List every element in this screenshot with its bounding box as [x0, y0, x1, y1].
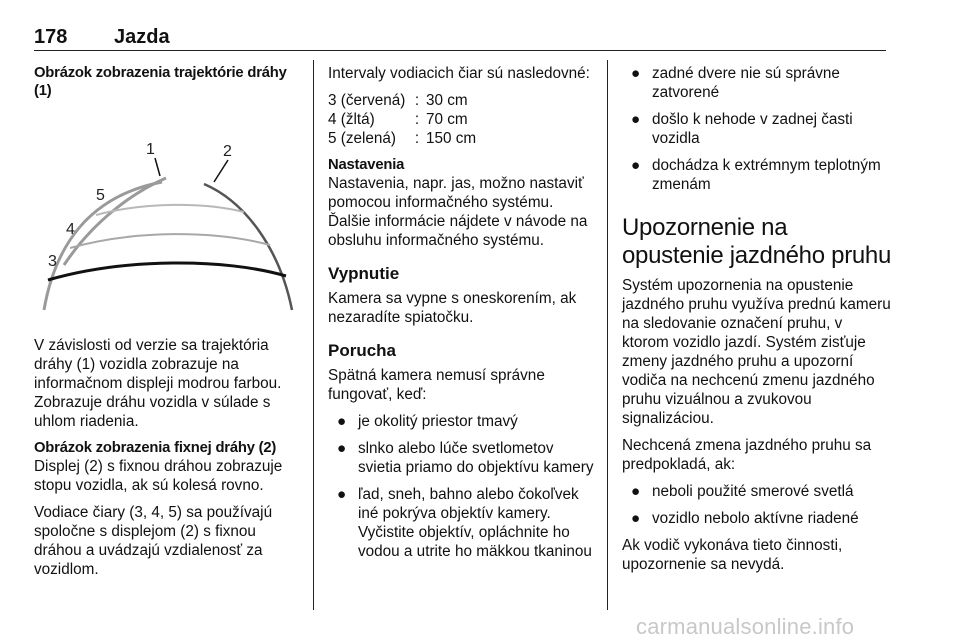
- body-paragraph: Displej (2) s fixnou dráhou zobrazuje stopu vozidla, ak sú kolesá rovno.: [34, 458, 283, 494]
- column-1: [34, 64, 300, 579]
- interval-label: 3 (červená): [328, 92, 406, 109]
- list-item-text: je okolitý priestor tmavý: [358, 413, 518, 430]
- figure-1-title: Obrázok zobrazenia trajektórie dráhy (1): [34, 65, 287, 99]
- list-item: [622, 110, 892, 148]
- guideline-diagram: [34, 120, 298, 316]
- page-header: [34, 26, 886, 50]
- interval-label: 5 (zelená): [328, 130, 397, 147]
- intervals-intro: Intervaly vodiacich čiar sú nasledovné:: [328, 65, 590, 82]
- chapter-title: Jazda: [114, 26, 170, 48]
- bullet-icon: ●: [337, 486, 347, 503]
- ldw-list: [622, 482, 892, 528]
- figure-label: 3: [48, 253, 57, 270]
- list-item-text: dochádza k extrémnym teplotným zmenám: [652, 157, 881, 193]
- callout-2-line: [214, 160, 228, 182]
- column-3: [622, 64, 892, 574]
- list-item-text: slnko alebo lúče svetlometov svietia priamo do objektívu kamery: [358, 440, 594, 476]
- list-item: [622, 156, 892, 194]
- intervals-table: [328, 91, 476, 148]
- list-item-text: ľad, sneh, bahno alebo čokoľvek iné pokrýva objektív kamery. Vyčistite objektív, opláchnite ho vodou a utrite ho mäkkou tkaninou: [358, 486, 592, 560]
- body-paragraph: Vodiace čiary (3, 4, 5) sa používajú spoločne s displejom (2) s fixnou dráhou a uvádzajú vzdialenosť za vozidlom.: [34, 504, 273, 578]
- body-paragraph: Systém upozornenia na opustenie jazdného pruhu využíva prednú kameru na sledovanie označení pruhu, v ktorom vozidlo jazdí. Systém zisťuje zmeny jazdného pruhu a upozorní vodiča na nechcenú zmenu jazdného pruhu vizuálnou a zvukovou signalizáciou.: [622, 277, 891, 427]
- fault-list: [328, 412, 594, 561]
- section-heading: Vypnutie: [328, 264, 400, 283]
- figure-label: 5: [96, 187, 105, 204]
- header-rule: [34, 50, 886, 51]
- bullet-icon: ●: [631, 111, 641, 128]
- list-item-text: neboli použité smerové svetlá: [652, 483, 854, 500]
- bullet-icon: ●: [337, 440, 347, 457]
- figure-label: 2: [223, 143, 232, 160]
- guide-line-3: [48, 263, 286, 280]
- settings-title: Nastavenia: [328, 157, 405, 173]
- column-2: [328, 64, 594, 569]
- bullet-icon: ●: [337, 413, 347, 430]
- bullet-icon: ●: [631, 157, 641, 174]
- body-paragraph: Kamera sa vypne s oneskorením, ak nezaradíte spiatočku.: [328, 290, 577, 326]
- interval-label: 4 (žltá): [328, 111, 375, 128]
- table-row: [328, 110, 476, 129]
- interval-value: 30 cm: [426, 92, 468, 109]
- watermark: carmanualsonline.info: [636, 614, 855, 639]
- list-item: [622, 509, 892, 528]
- table-row: [328, 129, 476, 148]
- guide-line-4: [70, 234, 270, 248]
- bullet-icon: ●: [631, 65, 641, 82]
- vehicle-trajectory-line: [64, 178, 166, 265]
- body-paragraph: V závislosti od verzie sa trajektória dráhy (1) vozidla zobrazuje na informačnom displeji modrou farbou. Zobrazuje dráhu vozidla v súlade s uhlom riadenia.: [34, 337, 282, 430]
- body-paragraph: Nechcená zmena jazdného pruhu sa predpokladá, ak:: [622, 437, 872, 473]
- figure-label: 1: [146, 141, 155, 158]
- rear-camera-guideline-figure: [34, 120, 298, 316]
- body-paragraph: Spätná kamera nemusí správne fungovať, keď:: [328, 367, 545, 403]
- page-number: 178: [34, 26, 68, 48]
- list-item: [328, 485, 594, 561]
- figure-label: 4: [66, 221, 75, 238]
- interval-sep: :: [414, 130, 420, 147]
- callout-1-line: [155, 158, 160, 176]
- list-item: [622, 482, 892, 501]
- interval-value: 150 cm: [426, 130, 477, 147]
- list-item: [328, 412, 594, 431]
- body-paragraph: Nastavenia, napr. jas, možno nastaviť pomocou informačného systému. Ďalšie informácie nájdete v návode na obsluhu informačného systému.: [328, 175, 588, 249]
- interval-sep: :: [414, 111, 420, 128]
- list-item-text: došlo k nehode v zadnej časti vozidla: [652, 111, 853, 147]
- interval-value: 70 cm: [426, 111, 468, 128]
- bullet-icon: ●: [631, 510, 641, 527]
- fault-list-continued: [622, 64, 892, 194]
- column-separator: [313, 60, 314, 610]
- list-item-text: zadné dvere nie sú správne zatvorené: [652, 65, 840, 101]
- section-heading: Porucha: [328, 341, 397, 360]
- list-item: [328, 439, 594, 477]
- fixed-trajectory-right: [204, 184, 292, 310]
- list-item-text: vozidlo nebolo aktívne riadené: [652, 510, 859, 527]
- figure-2-title: Obrázok zobrazenia fixnej dráhy (2): [34, 440, 277, 456]
- bullet-icon: ●: [631, 483, 641, 500]
- table-row: [328, 91, 476, 110]
- interval-sep: :: [414, 92, 420, 109]
- section-title: Upozornenie na opustenie jazdného pruhu: [622, 214, 892, 269]
- body-paragraph: Ak vodič vykonáva tieto činnosti, upozornenie sa nevydá.: [622, 537, 843, 573]
- column-separator: [607, 60, 608, 610]
- list-item: [622, 64, 892, 102]
